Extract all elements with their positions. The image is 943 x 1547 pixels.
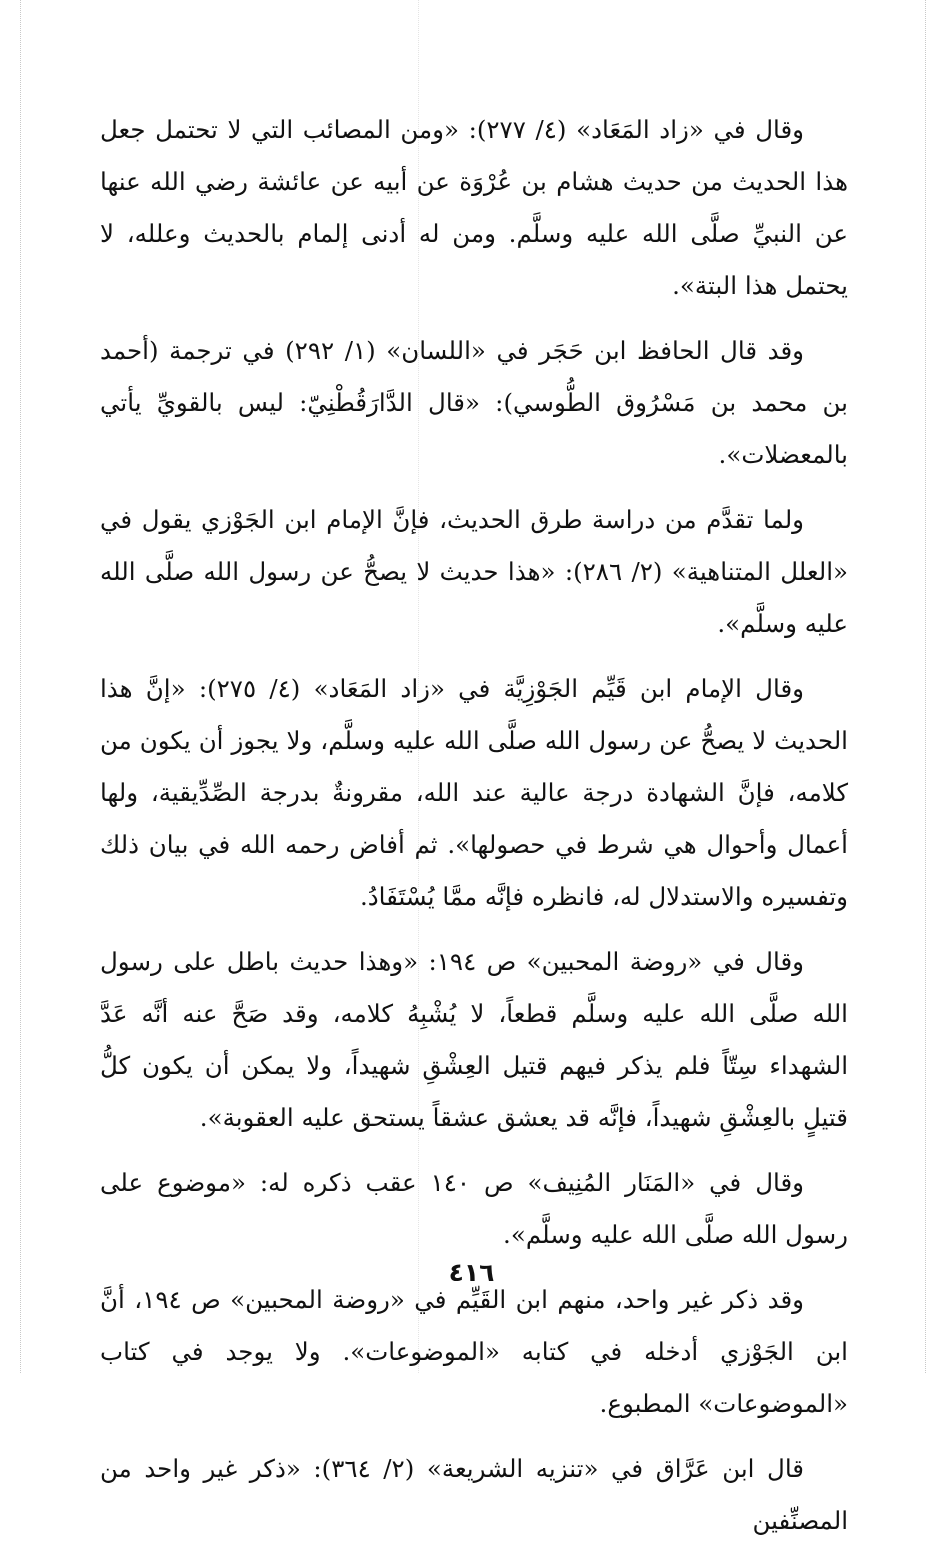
- paragraph-tanzih-alsharia: قال ابن عَرَّاق في «تنزيه الشريعة» (٢/ ٣٦٤): «ذكر غير واحد من المصنِّفين: [100, 1454, 848, 1535]
- paragraph-rawdat-almuhibbin: وقال في «روضة المحبين» ص ١٩٤: «وهذا حديث باطل على رسول الله صلَّى الله عليه وسلَّم قطعاً، لا يُشْبِهُ كلامه، وقد صَحَّ عنه أنَّه عَدَّ الشهداء سِتّاً فلم يذكر فيهم قتيل العِشْقِ شهيداً، ولا يمكن أن يكون كلُّ قتيلٍ بالعِشْقِ شهيداً، فإنَّه قد يعشق عشقاً يستحق عليه العقوبة».: [100, 947, 848, 1132]
- paragraph-zad-almaad-275: وقال الإمام ابن قَيِّم الجَوْزِيَّة في «زاد المَعَاد» (٤/ ٢٧٥): «إنَّ هذا الحديث لا يصحُّ عن رسول الله صلَّى الله عليه وسلَّم، ولا يجوز أن يكون من كلامه، فإنَّ الشهادة درجة عالية عند الله، مقرونةٌ بدرجة الصِّدِّيقية، ولها أعمال وأحوال هي شرط في حصولها». ثم أفاض رحمه الله في بيان ذلك وتفسيره والاستدلال له، فانظره فإنَّه ممَّا يُسْتَفَادُ.: [100, 674, 848, 911]
- paragraph-ibn-hajar-lisan: وقد قال الحافظ ابن حَجَر في «اللسان» (١/ ٢٩٢) في ترجمة (أحمد بن محمد بن مَسْرُوق الطُّوسي): «قال الدَّارَقُطْنِيّ: ليس بالقويِّ يأتي بالمعضلات».: [100, 336, 848, 469]
- page-number: ٤١٦: [448, 1258, 495, 1287]
- paragraph-ilal-mutanahiya: ولما تقدَّم من دراسة طرق الحديث، فإنَّ الإمام ابن الجَوْزي يقول في «العلل المتناهية» (٢/ ٢٨٦): «هذا حديث لا يصحُّ عن رسول الله صلَّى الله عليه وسلَّم».: [100, 505, 848, 638]
- scan-edge-line-left: [20, 0, 22, 1373]
- paragraph-zad-almaad-277: وقال في «زاد المَعَاد» (٤/ ٢٧٧): «ومن المصائب التي لا تحتمل جعل هذا الحديث من حديث هشام بن عُرْوَة عن أبيه عن عائشة رضي الله عنها عن النبيِّ صلَّى الله عليه وسلَّم. ومن له أدنى إلمام بالحديث وعلله، لا يحتمل هذا البتة».: [100, 115, 848, 300]
- scan-edge-line-right: [925, 0, 927, 1373]
- paragraph-ibn-aljawzi-mawduat: وقد ذكر غير واحد، منهم ابن القَيِّم في «روضة المحبين» ص ١٩٤، أنَّ ابن الجَوْزي أدخله في كتابه «الموضوعات». ولا يوجد في كتاب «الموضوعات» المطبوع.: [100, 1285, 848, 1418]
- paragraph-almanar-almunif: وقال في «المَنَار المُنِيف» ص ١٤٠ عقب ذكره له: «موضوع على رسول الله صلَّى الله عليه وسلَّم».: [100, 1168, 848, 1249]
- page-body-text: [100, 104, 848, 1547]
